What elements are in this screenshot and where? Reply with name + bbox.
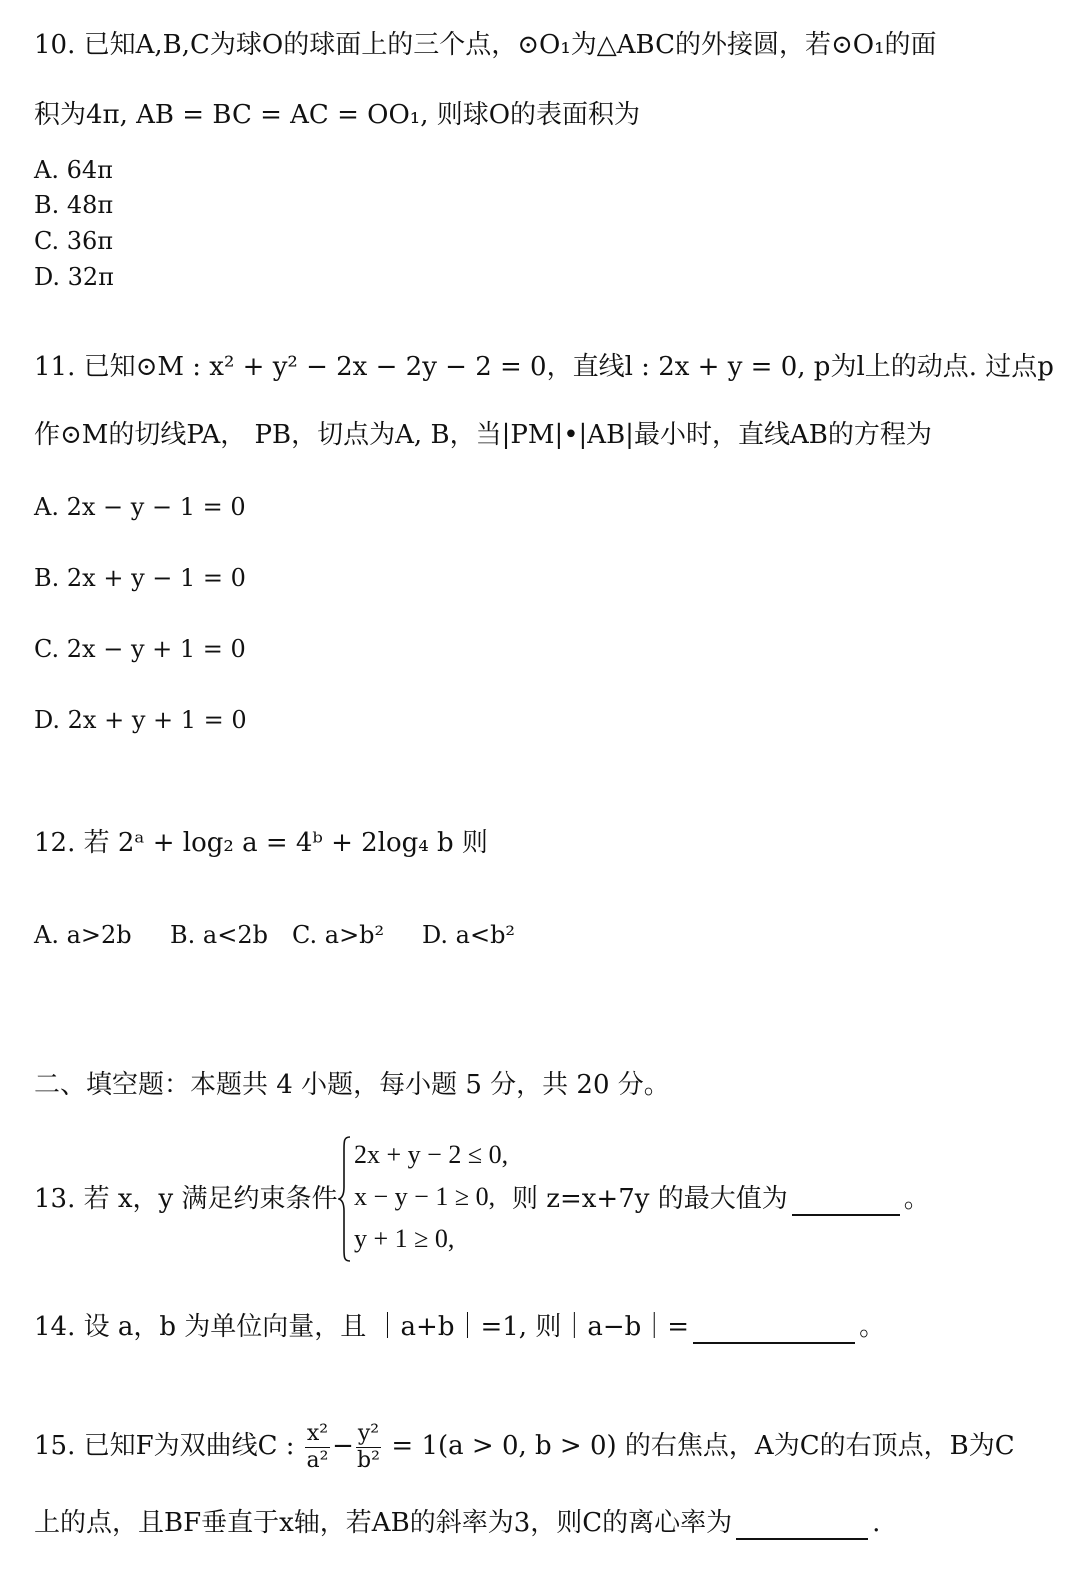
- q13-end: 。: [903, 1184, 930, 1214]
- q12-line-1: 12. 若 2ᵃ + log₂ a = 4ᵇ + 2log₄ b 则: [34, 828, 488, 858]
- q13-constraint-system: [338, 1135, 518, 1263]
- q13-suffix: [512, 1182, 930, 1216]
- q10-option-c: C. 36π: [34, 227, 114, 255]
- q15-frac1-num: x²: [306, 1420, 329, 1446]
- q13-constraint-2: x − y − 1 ≥ 0,: [354, 1182, 496, 1211]
- q15-frac2-den: b²: [357, 1447, 380, 1473]
- section-2-heading: 二、填空题：本题共 4 小题，每小题 5 分，共 20 分。: [34, 1070, 670, 1100]
- q13-constraint-3: y + 1 ≥ 0,: [354, 1224, 455, 1253]
- q11-line-1: 11. 已知⊙M : x² + y² − 2x − 2y − 2 = 0，直线l : 2x + y = 0, p为l上的动点. 过点p: [34, 352, 1054, 382]
- q15-line-2: [34, 1506, 880, 1540]
- q15-suffix: = 1(a > 0, b > 0) 的右焦点，A为C的右顶点，B为C: [391, 1431, 1015, 1461]
- q12-option-b: B. a<2b: [170, 921, 268, 949]
- q10-line-2: 积为4π, AB = BC = AC = OO₁, 则球O的表面积为: [34, 100, 641, 130]
- left-brace-icon: [338, 1135, 352, 1263]
- q10-line-1: 10. 已知A,B,C为球O的球面上的三个点，⊙O₁为△ABC的外接圆，若⊙O₁的面: [34, 30, 937, 60]
- q11-option-b: B. 2x + y − 1 = 0: [34, 564, 246, 592]
- q13-prefix: 13. 若 x，y 满足约束条件: [34, 1184, 338, 1214]
- q14-line: [34, 1310, 885, 1344]
- q14-text: 14. 设 a，b 为单位向量，且 ｜a+b｜=1, 则｜a−b｜=: [34, 1312, 690, 1342]
- q12-option-d: D. a<b²: [422, 921, 516, 949]
- q15-end: .: [872, 1508, 881, 1538]
- q15-line-1: [34, 1418, 1015, 1474]
- q15-prefix: 15. 已知F为双曲线C :: [34, 1431, 295, 1461]
- q10-option-d: D. 32π: [34, 263, 114, 291]
- q15-frac1-den: a²: [306, 1447, 329, 1473]
- q12-option-c: C. a>b²: [292, 921, 385, 949]
- q15-minus: −: [332, 1431, 354, 1461]
- q10-option-a: A. 64π: [34, 156, 113, 184]
- q15-frac2-num: y²: [357, 1420, 380, 1446]
- q15-fraction-x: [305, 1421, 330, 1474]
- q13-suffix-text: 则 z=x+7y 的最大值为: [512, 1184, 788, 1214]
- q12-option-a: A. a>2b: [34, 921, 132, 949]
- q14-answer-blank[interactable]: [693, 1342, 855, 1344]
- q13-answer-blank[interactable]: [792, 1214, 900, 1216]
- q15-answer-blank[interactable]: [736, 1538, 868, 1540]
- q11-option-a: A. 2x − y − 1 = 0: [34, 493, 246, 521]
- q11-option-c: C. 2x − y + 1 = 0: [34, 635, 246, 663]
- q11-option-d: D. 2x + y + 1 = 0: [34, 706, 247, 734]
- q14-end: 。: [859, 1312, 886, 1342]
- q13-constraint-1: 2x + y − 2 ≤ 0,: [354, 1140, 509, 1169]
- q15-fraction-y: [356, 1421, 381, 1474]
- q15-line-2-text: 上的点，且BF垂直于x轴，若AB的斜率为3，则C的离心率为: [34, 1508, 733, 1538]
- q10-option-b: B. 48π: [34, 191, 114, 219]
- q11-line-2: 作⊙M的切线PA， PB，切点为A, B，当|PM|•|AB|最小时，直线AB的方程为: [34, 420, 932, 450]
